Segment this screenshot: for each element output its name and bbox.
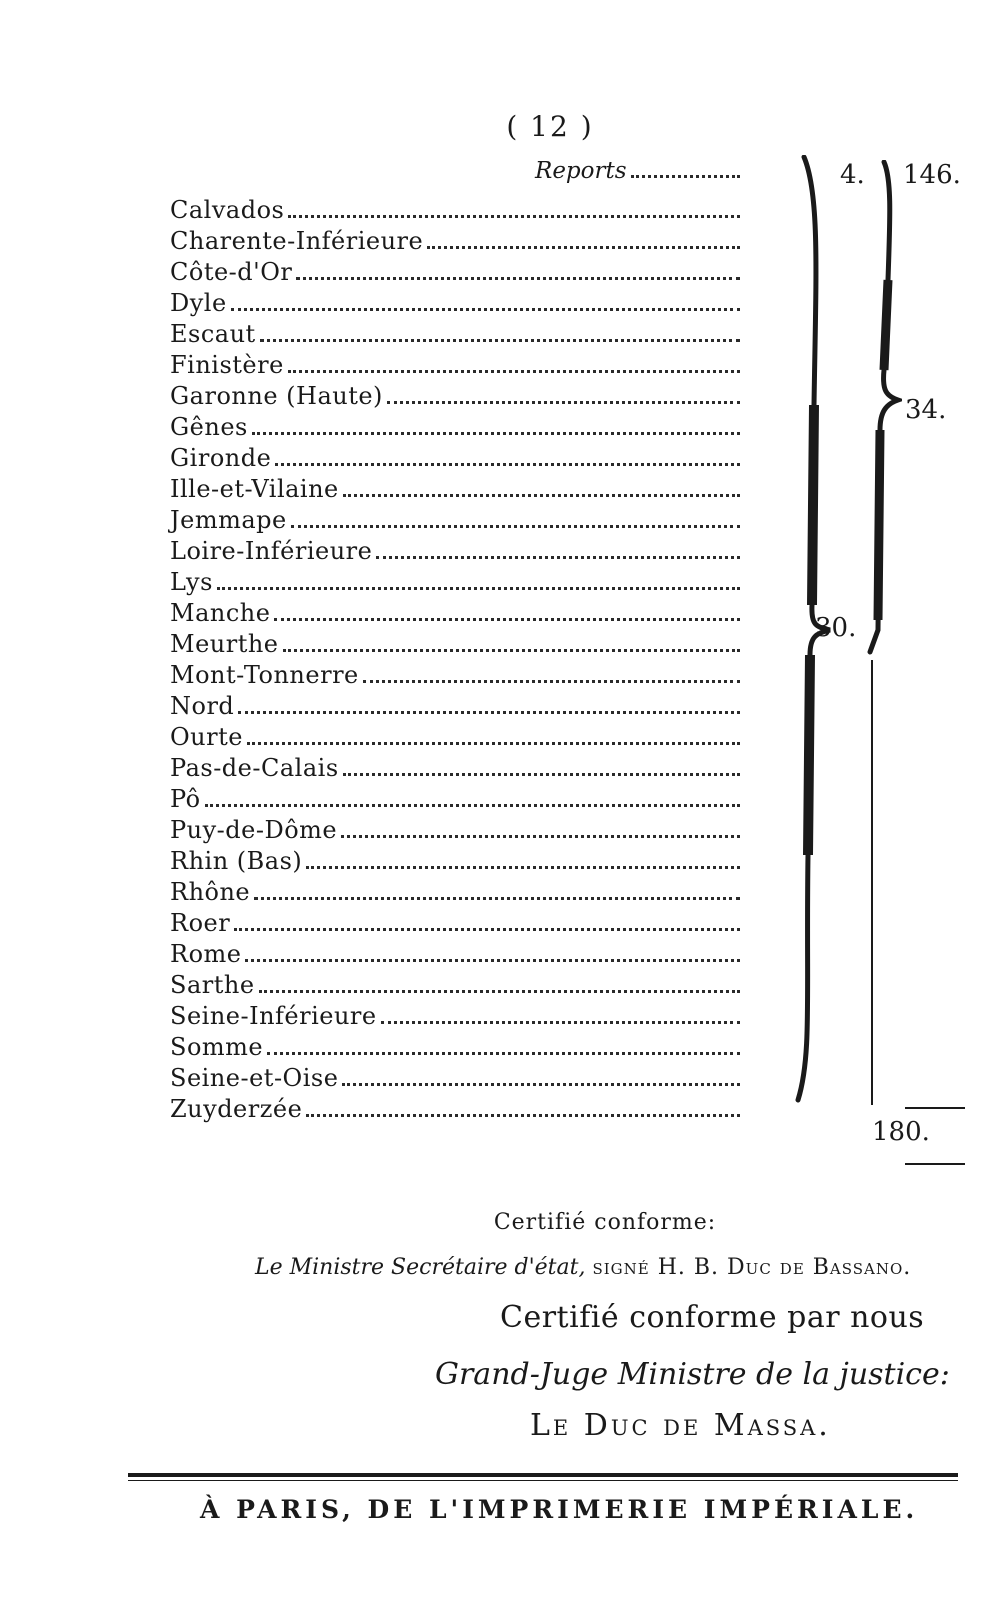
department-row [170, 1029, 740, 1060]
department-row [170, 378, 740, 409]
dot-leader [283, 649, 740, 652]
department-name: Côte-d'Or [170, 258, 293, 286]
dot-leader [275, 463, 740, 466]
department-row [170, 998, 740, 1029]
dot-leader [306, 866, 740, 869]
department-name: Puy-de-Dôme [170, 816, 338, 844]
department-name: Seine-et-Oise [170, 1064, 339, 1092]
department-row [170, 409, 740, 440]
department-row [170, 781, 740, 812]
dot-leader [217, 587, 740, 590]
department-name: Gênes [170, 413, 248, 441]
department-row [170, 1060, 740, 1091]
reports-col1-value: 4. [840, 160, 865, 190]
dot-leader [254, 897, 740, 900]
department-name: Somme [170, 1033, 264, 1061]
department-row [170, 750, 740, 781]
department-name: Dyle [170, 289, 227, 317]
department-row [170, 657, 740, 688]
footer-rule-thin [128, 1480, 958, 1481]
dot-leader [274, 618, 740, 621]
department-name: Meurthe [170, 630, 279, 658]
department-row [170, 1091, 740, 1122]
dot-leader [306, 1114, 740, 1117]
department-row [170, 936, 740, 967]
duc-de-massa-signature: Le Duc de Massa. [530, 1408, 831, 1443]
department-row [170, 223, 740, 254]
dot-leader [291, 525, 740, 528]
department-name: Mont-Tonnerre [170, 661, 359, 689]
department-row [170, 874, 740, 905]
department-name: Manche [170, 599, 271, 627]
ministre-title: Le Ministre Secrétaire d'état, [255, 1255, 586, 1280]
brace-right-group [862, 160, 902, 1110]
department-row [170, 471, 740, 502]
dot-leader [247, 742, 740, 745]
department-name: Pas-de-Calais [170, 754, 339, 782]
dot-leader [381, 1021, 740, 1024]
department-row [170, 812, 740, 843]
ministre-signe: signé H. B. Duc de Bassano. [592, 1255, 912, 1280]
department-list [170, 192, 740, 1122]
department-row [170, 316, 740, 347]
dot-leader [260, 339, 740, 342]
dot-leader [631, 159, 740, 178]
department-row [170, 719, 740, 750]
dot-leader [427, 246, 740, 249]
dot-leader [343, 494, 740, 497]
department-name: Jemmape [170, 506, 287, 534]
department-row [170, 967, 740, 998]
certifie-conforme: Certifié conforme: [493, 1210, 717, 1235]
ministre-signature-line [255, 1255, 955, 1280]
department-name: Calvados [170, 196, 285, 224]
dot-leader [234, 928, 740, 931]
dot-leader [363, 680, 740, 683]
department-name: Gironde [170, 444, 272, 472]
department-name: Nord [170, 692, 235, 720]
department-name: Roer [170, 909, 231, 937]
dot-leader [245, 959, 740, 962]
page-number: ( 12 ) [506, 110, 594, 143]
footer-rule [128, 1473, 958, 1477]
dot-leader [296, 277, 740, 280]
department-row [170, 440, 740, 471]
department-row [170, 192, 740, 223]
department-row [170, 564, 740, 595]
department-row [170, 626, 740, 657]
department-name: Ourte [170, 723, 243, 751]
department-name: Pô [170, 785, 201, 813]
department-name: Seine-Inférieure [170, 1002, 377, 1030]
dot-leader [267, 1052, 740, 1055]
dot-leader [288, 215, 740, 218]
department-row [170, 502, 740, 533]
department-row [170, 254, 740, 285]
dot-leader [341, 835, 740, 838]
imprint: À PARIS, DE L'IMPRIMERIE IMPÉRIALE. [200, 1495, 919, 1524]
department-name: Ille-et-Vilaine [170, 475, 339, 503]
dot-leader [259, 990, 740, 993]
department-name: Rhône [170, 878, 251, 906]
dot-leader [342, 1083, 740, 1086]
department-row [170, 533, 740, 564]
department-name: Rhin (Bas) [170, 847, 303, 875]
dot-leader [343, 773, 740, 776]
total-rule-bottom [905, 1163, 965, 1165]
department-name: Finistère [170, 351, 284, 379]
department-row [170, 285, 740, 316]
dot-leader [252, 432, 740, 435]
department-name: Rome [170, 940, 242, 968]
dot-leader [205, 804, 740, 807]
department-row [170, 595, 740, 626]
grand-juge-title: Grand-Juge Ministre de la justice: [435, 1357, 950, 1392]
department-row [170, 905, 740, 936]
department-name: Charente-Inférieure [170, 227, 424, 255]
department-name: Escaut [170, 320, 256, 348]
department-name: Loire-Inférieure [170, 537, 373, 565]
dot-leader [376, 556, 740, 559]
total-value: 180. [872, 1117, 930, 1147]
reports-col2-value: 146. [903, 160, 961, 190]
certifie-conforme-par-nous: Certifié conforme par nous [500, 1300, 925, 1335]
dot-leader [387, 401, 740, 404]
dot-leader [238, 711, 740, 714]
group-col2-value: 34. [905, 395, 947, 425]
total-rule-top [905, 1107, 965, 1109]
group-col1-value: 30. [815, 613, 857, 643]
department-name: Lys [170, 568, 213, 596]
department-name: Sarthe [170, 971, 255, 999]
reports-label: Reports [535, 158, 627, 184]
department-row [170, 843, 740, 874]
department-name: Zuyderzée [170, 1095, 303, 1123]
department-row [170, 688, 740, 719]
department-row [170, 347, 740, 378]
dot-leader [231, 308, 740, 311]
reports-line [535, 158, 740, 190]
dot-leader [288, 370, 740, 373]
department-name: Garonne (Haute) [170, 382, 383, 410]
